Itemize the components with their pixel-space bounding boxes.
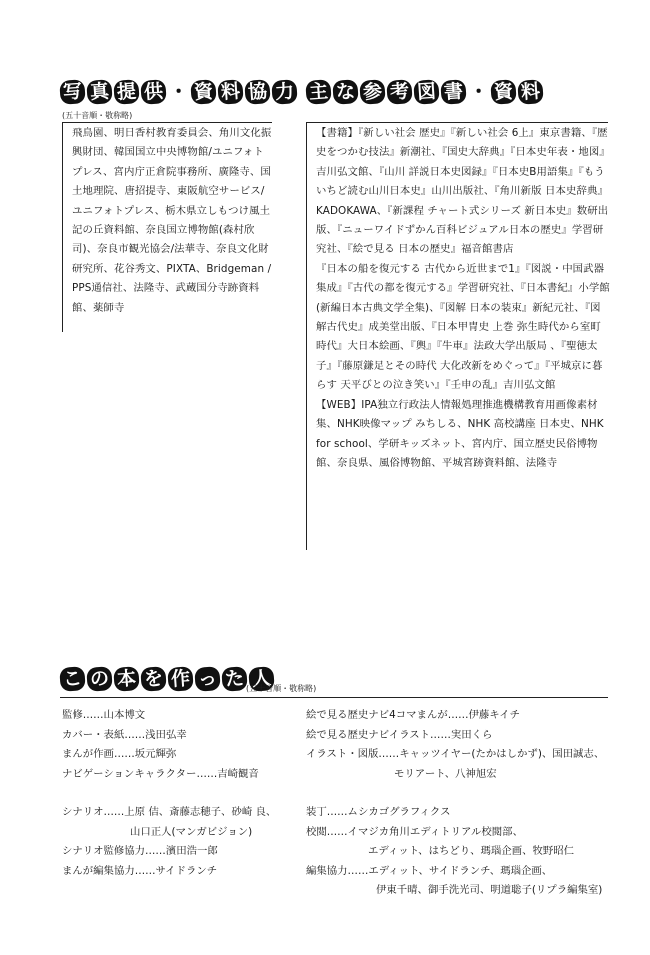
references-books-2: 『日本の船を復元する 古代から近世まで1』『図説・中国武器集成』『古代の都を復元する』学習研究社、『日本書紀』小学館(新編日本古典文学全集)、『図解 日本の装束』新紀元社、『図解古代史』成美堂出版、『日本甲冑史 上巻 弥生時代から室町時代』大日本絵画、『輿』『牛車』法政大学出版局 、『聖徳太子』『藤原鎌足とその時代 大化改新をめぐって』『平城京に暮らす 天平びとの泣き笑い』『壬申の乱』吉川弘文館: [316, 262, 610, 392]
title-char: 考: [386, 79, 413, 105]
references-books: 【書籍】『新しい社会 歴史』『新しい社会 6上』東京書籍、『歴史をつかむ技法』新潮社、『国史大辞典』『日本史年表・地図』吉川弘文館、『山川 詳説日本史図録』『日本史B用語集』『もういちど読む山川日本史』山川出版社、『角川新版 日本史辞典』KADOKAWA、『新課程 チャート式シリーズ 新日本史』数研出版、『ニューワイドずかん百科ビジュアル日本の歴史』学習研究社、『絵で見る 日本の歴史』福音館書店: [316, 127, 610, 256]
credit-line: シナリオ……上原 佶、斎藤志穂子、砂崎 良、: [62, 806, 277, 818]
references-list: [316, 124, 610, 473]
title-char: 力: [271, 79, 298, 105]
title-char: 提: [113, 79, 140, 105]
credit-line: 編集協力……エディット、サイドランチ、瑪瑙企画、: [306, 864, 553, 877]
credit-spacer: [62, 784, 302, 803]
staff-right-column: [306, 706, 606, 901]
credit-line: 装丁……ムシカゴグラフィクス: [306, 806, 451, 818]
title-char: 人: [248, 666, 275, 692]
title-char: 写: [59, 79, 86, 105]
staff-left-column: [62, 706, 302, 881]
title-char: 図: [413, 79, 440, 105]
title-char: な: [332, 79, 359, 105]
credit-line: 校閲……イマジカ角川エディトリアル校閲部、: [306, 825, 523, 838]
title-char: た: [221, 666, 248, 692]
title-char: を: [140, 666, 167, 692]
title-char: 書: [440, 79, 467, 105]
credit-line: カバー・表紙……浅田弘幸: [62, 728, 187, 741]
credit-line: 山口正人(マンガビジョン): [130, 825, 253, 838]
credit-line: エディット、はちどり、瑪瑙企画、牧野昭仁: [368, 845, 575, 857]
title-char: 協: [244, 79, 271, 105]
credit-line: まんが作画……坂元輝弥: [62, 748, 177, 760]
title-char: 資: [490, 79, 517, 105]
credit-line: ナビゲーションキャラクター……吉崎観音: [62, 767, 259, 780]
title-char: 資: [190, 79, 217, 105]
credit-line: イラスト・図版……キャッツイヤー(たかはしかず)、国田誠志、: [306, 748, 605, 760]
title-char: っ: [194, 666, 221, 692]
title-char: の: [86, 666, 113, 692]
photo-credits-note: (五十音順・敬称略): [62, 111, 133, 120]
title-char: ・: [169, 81, 189, 103]
title-char: 供: [140, 79, 167, 105]
staff-note: (五十音順・敬称略): [246, 684, 317, 693]
title-char: 参: [359, 79, 386, 105]
photo-credits-rule: [62, 122, 272, 123]
photo-credits-list: [72, 124, 272, 318]
credit-line: 伊東千晴、御手洗光司、明道聡子(リプラ編集室): [376, 884, 603, 896]
staff-rule: [60, 697, 608, 698]
credit-line: シナリオ監修協力……濱田浩一郎: [62, 845, 218, 857]
photo-credits-body: 飛鳥園、明日香村教育委員会、角川文化振興財団、韓国国立中央博物館/ユニフォトプレス、宮内庁正倉院事務所、廣隆寺、国土地理院、唐招提寺、東阪航空サービス/ユニフォトプレス、栃木県立しもつけ風土記の丘資料館、奈良国立博物館(森村欣司)、奈良市観光協会/法華寺、奈良文化財研究所、花谷秀文、PIXTA、Bridgeman / PPS通信社、法隆寺、武蔵国分寺跡資料館、薬師寺: [72, 127, 272, 314]
photo-credits-vline: [62, 122, 63, 332]
title-char: 料: [217, 79, 244, 105]
title-char: 作: [167, 666, 194, 692]
credit-line: まんが編集協力……サイドランチ: [62, 864, 218, 877]
title-char: 料: [517, 79, 544, 105]
references-rule: [306, 122, 608, 123]
title-char: 真: [86, 79, 113, 105]
title-char: ・: [469, 81, 489, 103]
references-title: [306, 80, 543, 104]
credit-spacer: [306, 784, 606, 803]
credit-line: モリアート、八神旭宏: [394, 767, 497, 780]
credit-line: 絵で見る歴史ナビ4コマまんが……伊藤キイチ: [306, 709, 521, 721]
credit-line: 絵で見る歴史ナビイラスト……実田くら: [306, 728, 493, 741]
photo-credits-title: [60, 80, 297, 104]
title-char: こ: [59, 666, 86, 692]
title-char: 主: [305, 79, 332, 105]
title-char: 本: [113, 666, 140, 692]
references-vline: [306, 122, 307, 550]
staff-title: [60, 667, 274, 691]
references-web: 【WEB】IPA独立行政法人情報処理推進機構教育用画像素材集、NHK映像マップ みちしる、NHK 高校講座 日本史、NHK for school、学研キッズネット、宮内庁、国立歴史民俗博物館、奈良県、風俗博物館、平城宮跡資料館、法隆寺: [316, 398, 604, 469]
credit-line: 監修……山本博文: [62, 709, 146, 721]
